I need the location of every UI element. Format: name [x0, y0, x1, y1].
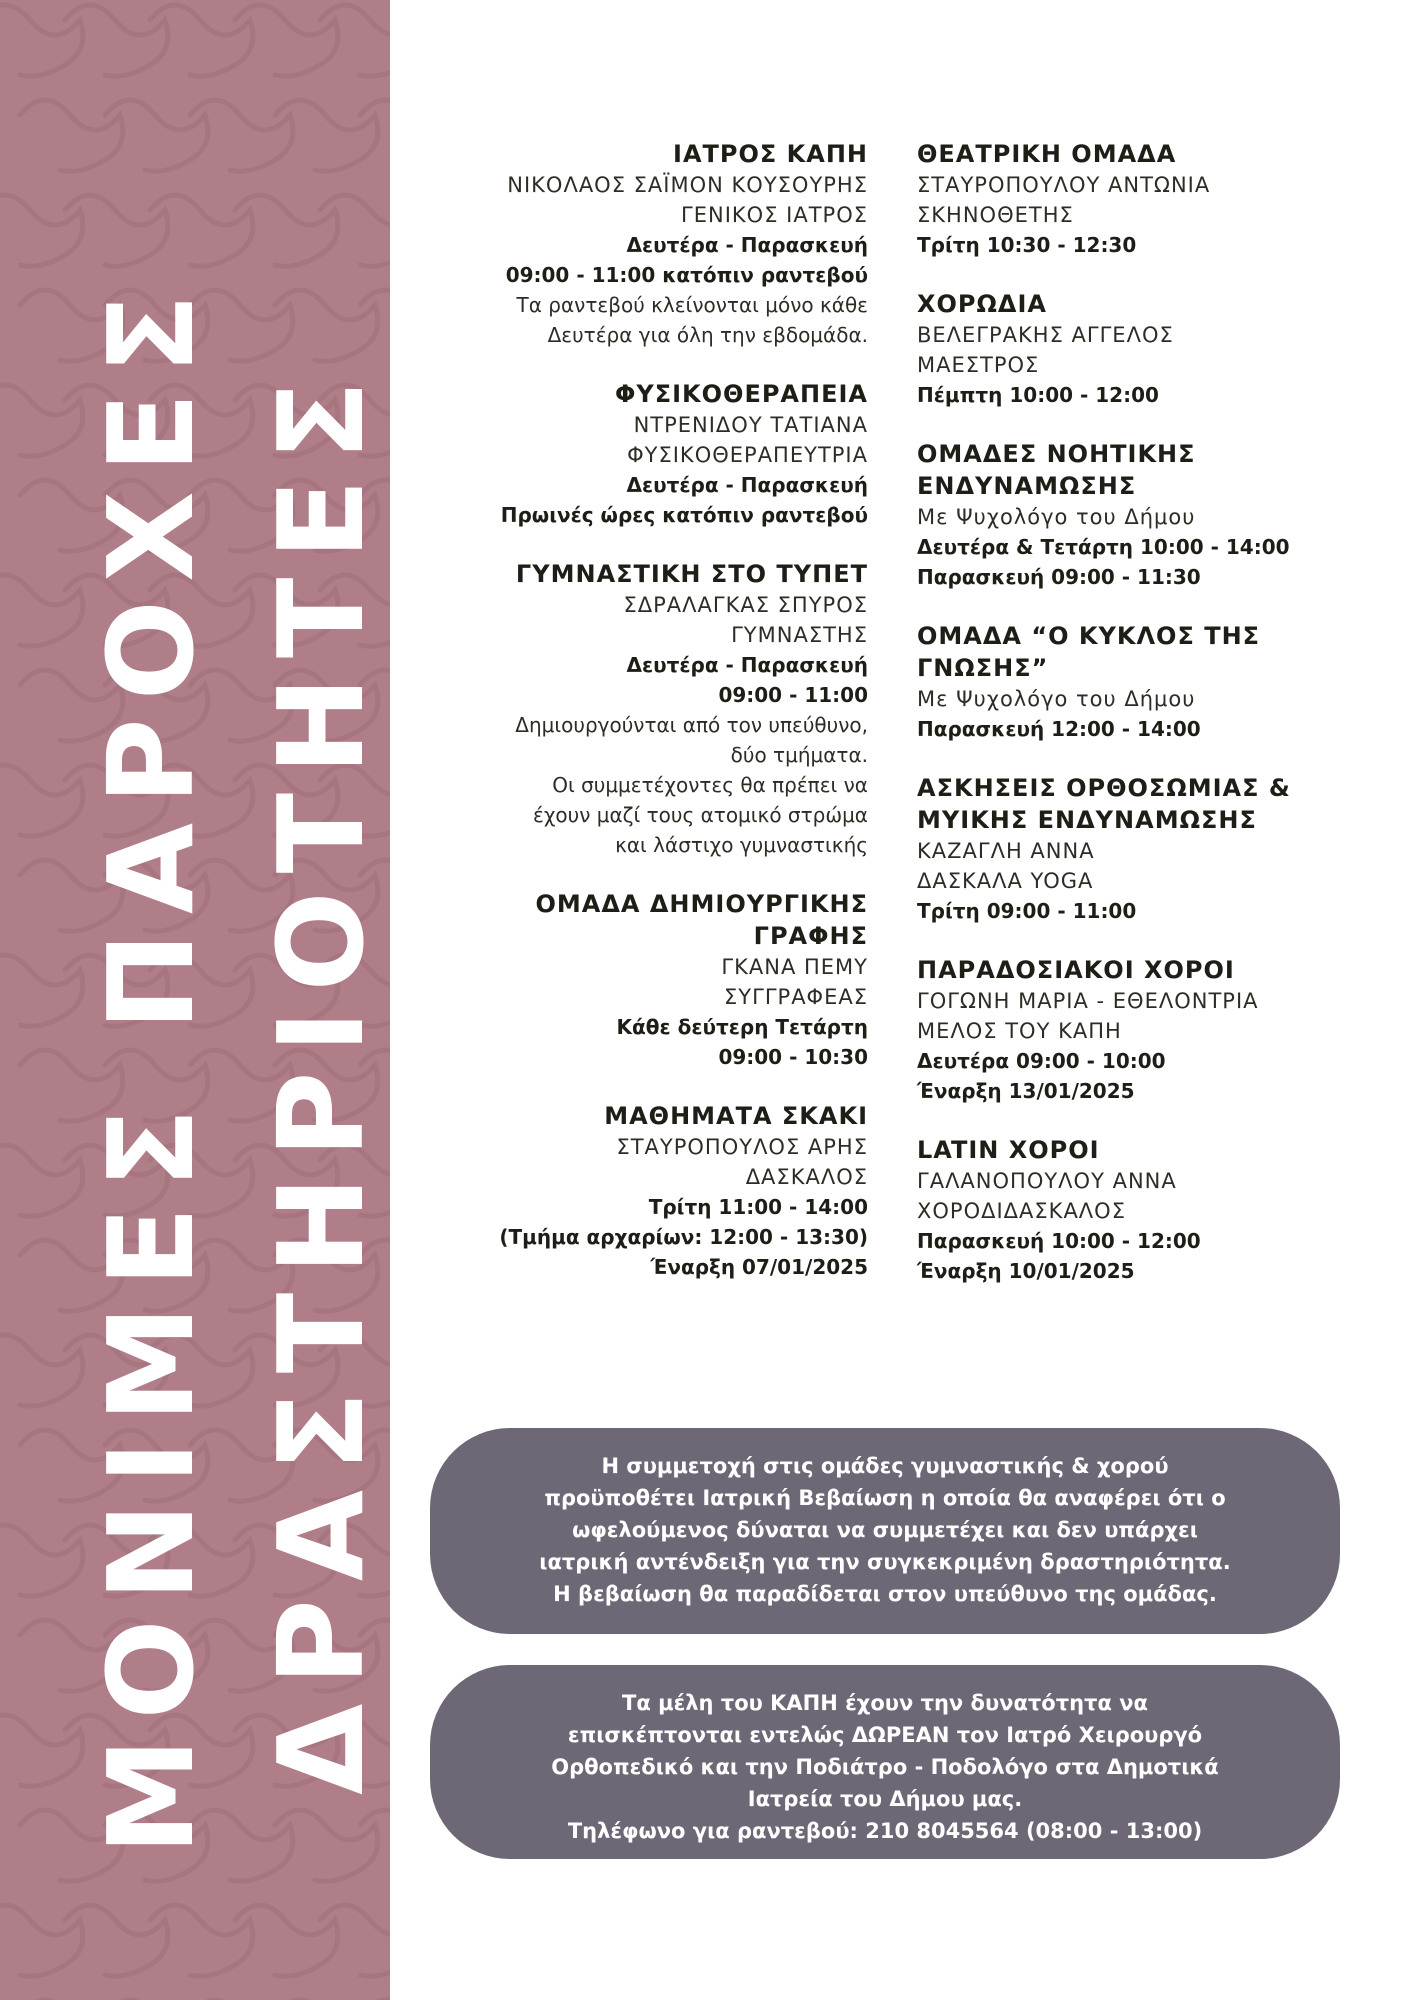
activity-entry — [917, 954, 1377, 1106]
free-doctor-notice — [430, 1665, 1340, 1859]
notice-line: ωφελούμενος δύναται να συμμετέχει και δεν υπάρχει — [572, 1518, 1198, 1542]
activity-schedule: 09:00 - 10:30 — [718, 1045, 868, 1069]
activity-title: LATIN ΧΟΡΟΙ — [917, 1136, 1100, 1164]
activity-schedule: Δευτέρα 09:00 - 10:00 — [917, 1049, 1166, 1073]
notice-line: Ιατρεία του Δήμου μας. — [747, 1787, 1023, 1811]
activity-schedule: 09:00 - 11:00 — [718, 683, 868, 707]
activity-role: ΣΚΗΝΟΘΕΤΗΣ — [917, 203, 1074, 227]
activity-schedule: (Τμήμα αρχαρίων: 12:00 - 13:30) — [499, 1225, 868, 1249]
activity-name: ΝΙΚΟΛΑΟΣ ΣΑΪΜΟΝ ΚΟΥΣΟΥΡΗΣ — [507, 173, 868, 197]
activity-role: ΧΟΡΟΔΙΔΑΣΚΑΛΟΣ — [917, 1199, 1126, 1223]
activity-title: ΠΑΡΑΔΟΣΙΑΚΟΙ ΧΟΡΟΙ — [917, 956, 1235, 984]
notice-line: Τα μέλη του ΚΑΠΗ έχουν την δυνατότητα να — [622, 1691, 1148, 1715]
activity-title: ΘΕΑΤΡΙΚΗ ΟΜΑΔΑ — [917, 140, 1177, 168]
activity-schedule: Παρασκευή 10:00 - 12:00 — [917, 1229, 1201, 1253]
notice-line: προϋποθέτει Ιατρική Βεβαίωση η οποία θα αναφέρει ότι ο — [544, 1486, 1226, 1510]
activity-schedule: Δευτέρα - Παρασκευή — [626, 233, 868, 257]
activity-role: ΓΥΜΝΑΣΤΗΣ — [731, 623, 868, 647]
activity-schedule: Τρίτη 10:30 - 12:30 — [917, 233, 1137, 257]
activity-schedule: Τρίτη 09:00 - 11:00 — [917, 899, 1137, 923]
notice-line: Η συμμετοχή στις ομάδες γυμναστικής & χορού — [601, 1454, 1169, 1478]
activity-schedule: Δευτέρα & Τετάρτη 10:00 - 14:00 — [917, 535, 1290, 559]
activity-name: ΓΟΓΩΝΗ ΜΑΡΙΑ - ΕΘΕΛΟΝΤΡΙΑ — [917, 989, 1259, 1013]
right-activities-column — [917, 138, 1377, 1314]
activity-schedule: Πρωινές ώρες κατόπιν ραντεβού — [500, 503, 868, 527]
notice-line: επισκέπτονται εντελώς ΔΩΡΕΑΝ τον Ιατρό Χειρουργό — [567, 1723, 1203, 1747]
vertical-title-line2: ΔΡΑΣΤΗΡΙΟΤΗΤΕΣ — [252, 362, 390, 1795]
activity-name: ΒΕΛΕΓΡΑΚΗΣ ΑΓΓΕΛΟΣ — [917, 323, 1174, 347]
activity-entry — [917, 772, 1377, 926]
activity-schedule: Παρασκευή 12:00 - 14:00 — [917, 717, 1201, 741]
activity-schedule: Δευτέρα - Παρασκευή — [626, 653, 868, 677]
activity-name: ΓΑΛΑΝΟΠΟΥΛΟΥ ΑΝΝΑ — [917, 1169, 1177, 1193]
activity-title: ΟΜΑΔΑ ΔΗΜΙΟΥΡΓΙΚΗΣ — [535, 890, 868, 918]
activity-entry — [917, 1134, 1377, 1286]
activity-role: ΜΕΛΟΣ ΤΟΥ ΚΑΠΗ — [917, 1019, 1122, 1043]
notice-line: Η βεβαίωση θα παραδίδεται στον υπεύθυνο της ομάδας. — [553, 1582, 1217, 1606]
activity-start-date: Έναρξη 07/01/2025 — [650, 1255, 868, 1279]
activity-schedule: Παρασκευή 09:00 - 11:30 — [917, 565, 1201, 589]
activity-note: Δευτέρα για όλη την εβδομάδα. — [547, 323, 868, 347]
pattern-squiggle — [320, 195, 390, 266]
activity-title: ΟΜΑΔΕΣ ΝΟΗΤΙΚΗΣ — [917, 440, 1196, 468]
activity-entry — [917, 620, 1377, 744]
activity-title-cont: ΕΝΔΥΝΑΜΩΣΗΣ — [917, 472, 1137, 500]
activity-title-cont: ΜΥΙΚΗΣ ΕΝΔΥΝΑΜΩΣΗΣ — [917, 806, 1257, 834]
activity-schedule: Κάθε δεύτερη Τετάρτη — [616, 1015, 868, 1039]
activity-entry — [917, 138, 1377, 260]
activity-note: έχουν μαζί τους ατομικό στρώμα — [533, 803, 868, 827]
activity-title-cont: ΓΡΑΦΗΣ — [753, 922, 868, 950]
activity-title-cont: ΓΝΩΣΗΣ” — [917, 654, 1049, 682]
pattern-squiggle — [320, 5, 390, 76]
activity-title: ΧΟΡΩΔΙΑ — [917, 290, 1047, 318]
activity-schedule: 09:00 - 11:00 κατόπιν ραντεβού — [505, 263, 868, 287]
activity-start-date: Έναρξη 10/01/2025 — [917, 1259, 1135, 1283]
notice-phone-line: Τηλέφωνο για ραντεβού: 210 8045564 (08:00 - 13:00) — [567, 1819, 1203, 1843]
activity-title: ΟΜΑΔΑ “Ο ΚΥΚΛΟΣ ΤΗΣ — [917, 622, 1261, 650]
activity-name: Με Ψυχολόγο του Δήμου — [917, 687, 1196, 711]
activity-role: ΓΕΝΙΚΟΣ ΙΑΤΡΟΣ — [681, 203, 868, 227]
notice-line: ιατρική αντένδειξη για την συγκεκριμένη δραστηριότητα. — [539, 1550, 1231, 1574]
activity-title: ΑΣΚΗΣΕΙΣ ΟΡΘΟΣΩΜΙΑΣ & — [917, 774, 1291, 802]
activity-name: Με Ψυχολόγο του Δήμου — [917, 505, 1196, 529]
activity-title: ΙΑΤΡΟΣ ΚΑΠΗ — [673, 140, 868, 168]
pattern-squiggle — [320, 1905, 390, 1976]
activity-entry — [396, 558, 868, 860]
activity-note: Οι συμμετέχοντες θα πρέπει να — [552, 773, 868, 797]
activity-name: ΣΤΑΥΡΟΠΟΥΛΟΣ ΑΡΗΣ — [616, 1135, 868, 1159]
notice-line: Ορθοπεδικό και την Ποδιάτρο - Ποδολόγο στα Δημοτικά — [551, 1755, 1219, 1779]
activity-note: δύο τμήματα. — [730, 743, 868, 767]
activity-note: και λάστιχο γυμναστικής — [615, 833, 868, 857]
activity-entry — [396, 378, 868, 530]
activity-title: ΜΑΘΗΜΑΤΑ ΣΚΑΚΙ — [604, 1102, 868, 1130]
activity-title: ΦΥΣΙΚΟΘΕΡΑΠΕΙΑ — [614, 380, 868, 408]
medical-certificate-notice — [430, 1428, 1340, 1634]
activity-role: ΔΑΣΚΑΛΟΣ — [745, 1165, 868, 1189]
activity-role: ΜΑΕΣΤΡΟΣ — [917, 353, 1040, 377]
activity-entry — [917, 288, 1377, 410]
sidebar-banner — [0, 0, 390, 2000]
left-activities-column — [396, 138, 868, 1310]
activity-name: ΣΔΡΑΛΑΓΚΑΣ ΣΠΥΡΟΣ — [623, 593, 868, 617]
activity-note: Τα ραντεβού κλείνονται μόνο κάθε — [516, 293, 868, 317]
vertical-title-line1: ΜΟΝΙΜΕΣ ΠΑΡΟΧΕΣ — [82, 275, 220, 1855]
activity-entry — [396, 1100, 868, 1282]
activity-entry — [396, 888, 868, 1072]
activity-schedule: Πέμπτη 10:00 - 12:00 — [917, 383, 1159, 407]
activity-role: ΣΥΓΓΡΑΦΕΑΣ — [724, 985, 868, 1009]
activity-role: ΦΥΣΙΚΟΘΕΡΑΠΕΥΤΡΙΑ — [627, 443, 868, 467]
activity-note: Δημιουργούνται από τον υπεύθυνο, — [515, 713, 868, 737]
activity-name: ΚΑΖΑΓΛΗ ΑΝΝΑ — [917, 839, 1095, 863]
activity-entry — [396, 138, 868, 350]
activity-name: ΣΤΑΥΡΟΠΟΥΛΟΥ ΑΝΤΩΝΙΑ — [917, 173, 1211, 197]
activity-schedule: Τρίτη 11:00 - 14:00 — [648, 1195, 868, 1219]
activity-name: ΝΤΡΕΝΙΔΟΥ ΤΑΤΙΑΝΑ — [633, 413, 868, 437]
activity-title: ΓΥΜΝΑΣΤΙΚΗ ΣΤΟ ΤΥΠΕΤ — [515, 560, 868, 588]
activity-role: ΔΑΣΚΑΛΑ YOGA — [917, 869, 1094, 893]
activity-schedule: Δευτέρα - Παρασκευή — [626, 473, 868, 497]
activity-name: ΓΚΑΝΑ ΠΕΜΥ — [721, 955, 868, 979]
activity-entry — [917, 438, 1377, 592]
activity-start-date: Έναρξη 13/01/2025 — [917, 1079, 1135, 1103]
